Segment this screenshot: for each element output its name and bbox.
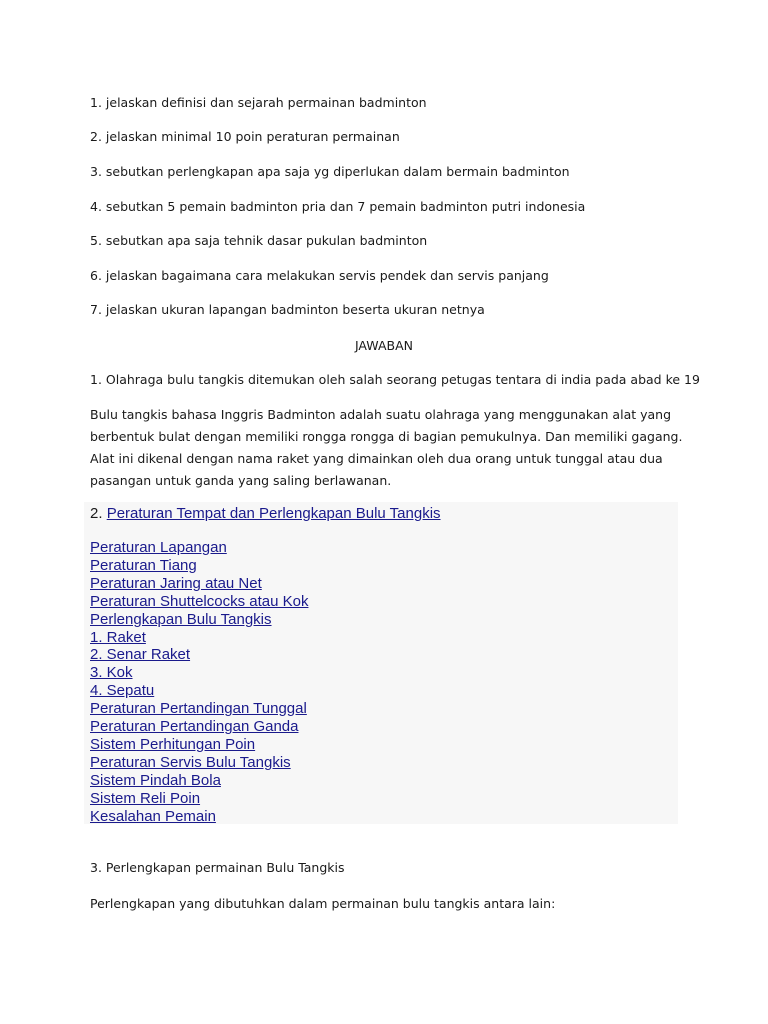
answer-3-line: 3. Perlengkapan permainan Bulu Tangkis <box>90 860 345 875</box>
toc-link-raket[interactable]: 1. Raket <box>90 628 146 646</box>
toc-item <box>90 557 308 575</box>
question-7: 7. jelaskan ukuran lapangan badminton beserta ukuran netnya <box>90 302 485 317</box>
question-1: 1. jelaskan definisi dan sejarah permainan badminton <box>90 95 427 110</box>
question-3: 3. sebutkan perlengkapan apa saja yg diperlukan dalam bermain badminton <box>90 164 570 179</box>
toc-item <box>90 664 308 682</box>
toc-link-servis[interactable]: Peraturan Servis Bulu Tangkis <box>90 753 291 771</box>
toc-link-pertandingan-ganda[interactable]: Peraturan Pertandingan Ganda <box>90 718 299 736</box>
toc-link-kesalahan-pemain[interactable]: Kesalahan Pemain <box>90 807 216 825</box>
toc-link-perhitungan-poin[interactable]: Sistem Perhitungan Poin <box>90 735 256 753</box>
toc-item <box>90 646 308 664</box>
question-4: 4. sebutkan 5 pemain badminton pria dan 7 pemain badminton putri indonesia <box>90 199 586 214</box>
toc-item <box>90 539 308 557</box>
answer-1-line: 1. Olahraga bulu tangkis ditemukan oleh salah seorang petugas tentara di india pada abad ke 19 <box>90 372 700 387</box>
toc-link-sepatu[interactable]: 4. Sepatu <box>90 682 155 700</box>
question-2: 2. jelaskan minimal 10 poin peraturan permainan <box>90 129 400 144</box>
question-5: 5. sebutkan apa saja tehnik dasar pukulan badminton <box>90 233 428 248</box>
toc-link-reli-poin[interactable]: Sistem Reli Poin <box>90 789 201 807</box>
toc-link-peraturan-tiang[interactable]: Peraturan Tiang <box>90 556 197 574</box>
question-6: 6. jelaskan bagaimana cara melakukan servis pendek dan servis panjang <box>90 268 549 283</box>
toc-title <box>90 505 441 523</box>
toc-item <box>90 682 308 700</box>
toc-link-kok[interactable]: 3. Kok <box>90 664 133 682</box>
toc-item <box>90 718 308 736</box>
toc-item <box>90 575 308 593</box>
toc-link-list <box>90 539 308 826</box>
toc-link-peraturan-lapangan[interactable]: Peraturan Lapangan <box>90 539 227 556</box>
toc-link-pindah-bola[interactable]: Sistem Pindah Bola <box>90 771 221 789</box>
toc-link-peraturan-shuttlecocks[interactable]: Peraturan Shuttelcocks atau Kok <box>90 592 309 610</box>
toc-item <box>90 754 308 772</box>
toc-item <box>90 700 308 718</box>
toc-item <box>90 629 308 647</box>
toc-item <box>90 808 308 826</box>
toc-item <box>90 593 308 611</box>
answer-2-number: 2. <box>90 505 103 522</box>
toc-item <box>90 772 308 790</box>
toc-item <box>90 736 308 754</box>
toc-link-perlengkapan[interactable]: Perlengkapan Bulu Tangkis <box>90 610 272 628</box>
answer-heading: JAWABAN <box>354 338 414 353</box>
toc-link-senar-raket[interactable]: 2. Senar Raket <box>90 646 191 664</box>
toc-link-pertandingan-tunggal[interactable]: Peraturan Pertandingan Tunggal <box>90 700 307 718</box>
toc-link-peraturan-jaring[interactable]: Peraturan Jaring atau Net <box>90 574 262 592</box>
toc-item <box>90 790 308 808</box>
answer-3-intro: Perlengkapan yang dibutuhkan dalam permainan bulu tangkis antara lain: <box>90 896 556 911</box>
toc-title-link[interactable]: Peraturan Tempat dan Perlengkapan Bulu Tangkis <box>106 505 441 522</box>
toc-item <box>90 611 308 629</box>
answer-1-paragraph: Bulu tangkis bahasa Inggris Badminton adalah suatu olahraga yang menggunakan alat yang berbentuk bulat dengan memiliki rongga rongga di bagian pemukulnya. Dan memiliki gagang. Alat ini dikenal dengan nama raket yang dimainkan oleh dua orang untuk tunggal atau dua pasangan untuk ganda yang saling berlawanan. <box>90 407 683 488</box>
